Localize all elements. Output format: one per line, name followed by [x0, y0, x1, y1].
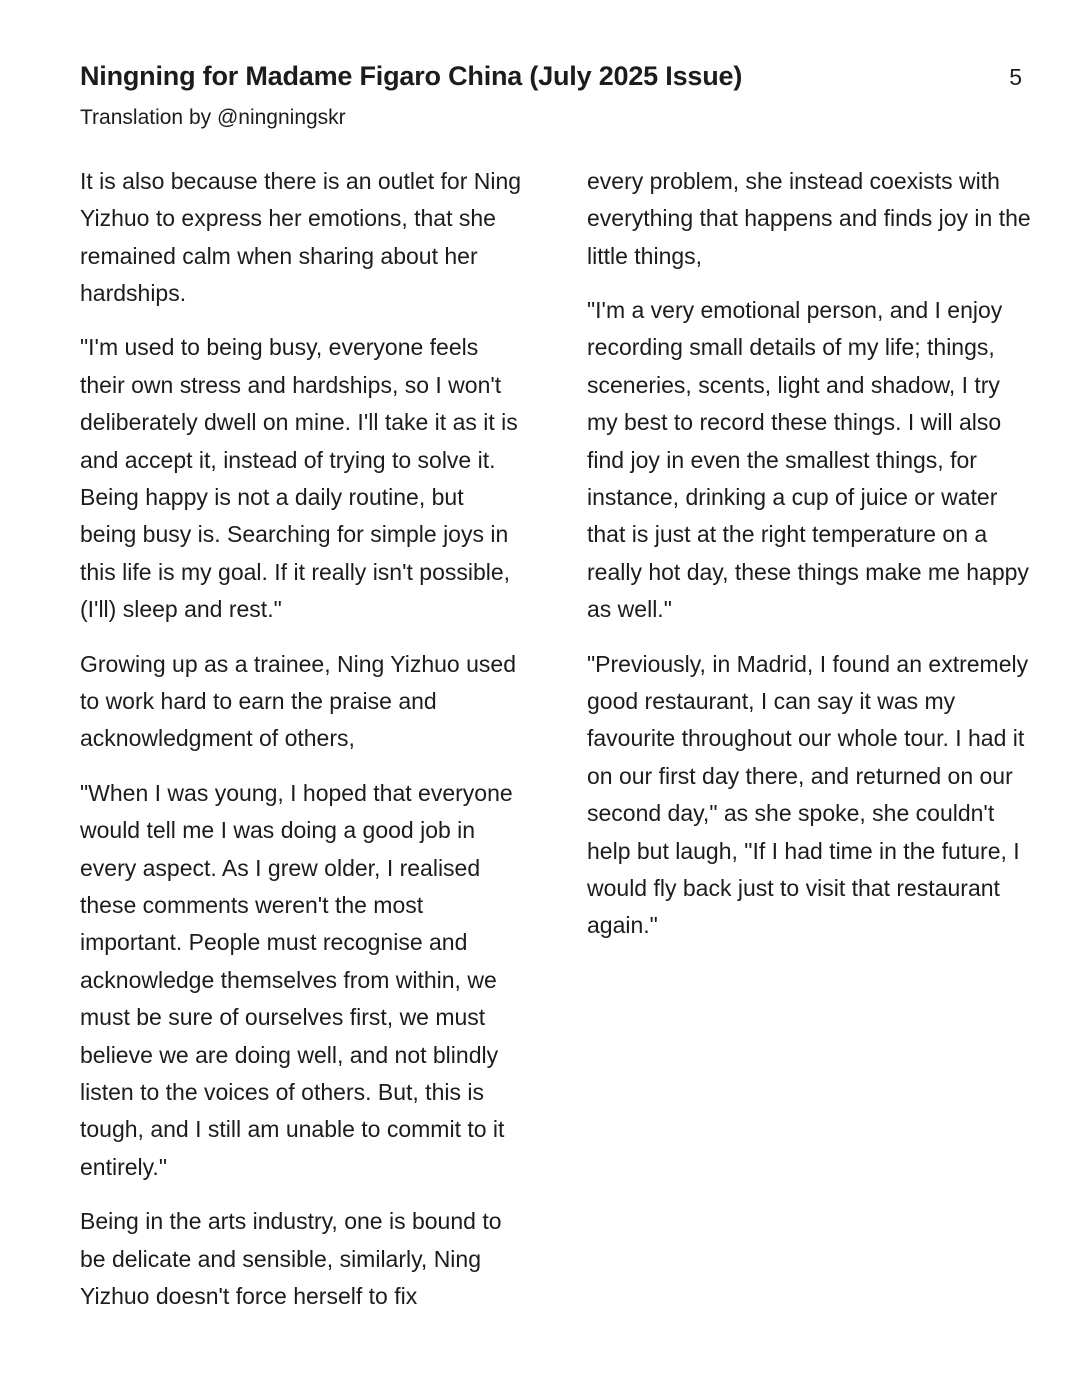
left-column — [80, 163, 525, 1333]
paragraph: It is also because there is an outlet for Ning Yizhuo to express her emotions, that she remained calm when sharing about her hardships. — [80, 167, 522, 306]
article-body — [80, 163, 1032, 1333]
paragraph: "When I was young, I hoped that everyone would tell me I was doing a good job in every aspect. As I grew older, I realised these comments weren't the most important. People must recognise and acknowledge themselves from within, we must be sure of ourselves first, we must believe we are doing well, and not blindly listen to the voices of others. But, this is tough, and I still am unable to commit to it entirely." — [80, 779, 513, 1180]
paragraph: "Previously, in Madrid, I found an extremely good restaurant, I can say it was my favourite throughout our whole tour. I had it on our first day there, and returned on our second day," as she spoke, she couldn't help but laugh, "If I had time in the future, I would fly back just to visit that restaurant again." — [587, 650, 1029, 939]
paragraph: every problem, she instead coexists with everything that happens and finds joy in the little things, — [587, 167, 1031, 269]
header — [80, 60, 1032, 92]
right-column — [587, 163, 1032, 1333]
paragraph: "I'm a very emotional person, and I enjoy recording small details of my life; things, sceneries, scents, light and shadow, I try my best to record these things. I will also find joy in even the smallest things, for instance, drinking a cup of juice or water that is just at the right temperature on a really hot day, these things make me happy as well." — [587, 296, 1029, 623]
subtitle-credit: Translation by @ningningskr — [80, 106, 346, 130]
paragraph: Being in the arts industry, one is bound to be delicate and sensible, similarly, Ning Yizhuo doesn't force herself to fix — [80, 1208, 502, 1310]
paragraph: Growing up as a trainee, Ning Yizhuo used to work hard to earn the praise and acknowledgment of others, — [80, 650, 516, 752]
page-title: Ningning for Madame Figaro China (July 2025 Issue) — [80, 61, 743, 91]
page-number: 5 — [1009, 64, 1022, 90]
paragraph: "I'm used to being busy, everyone feels their own stress and hardships, so I won't deliberately dwell on mine. I'll take it as it is and accept it, instead of trying to solve it. Being happy is not a daily routine, but being busy is. Searching for simple joys in this life is my goal. If it really isn't possible, (I'll) sleep and rest." — [80, 334, 518, 623]
